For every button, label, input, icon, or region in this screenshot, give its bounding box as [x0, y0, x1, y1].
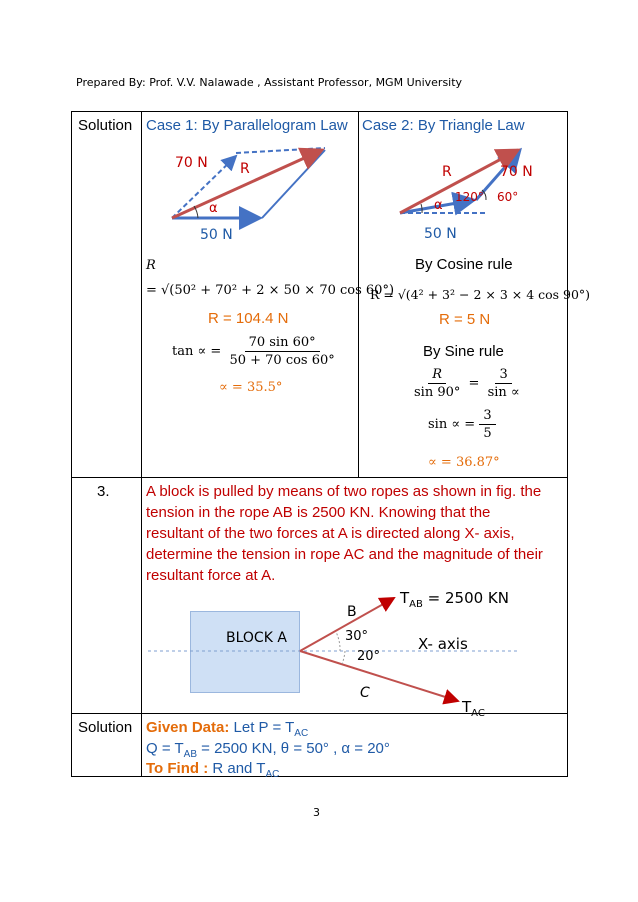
case2-sin-num: 3	[479, 408, 495, 425]
case2-sine-r-den: sin ∝	[487, 385, 520, 400]
case1-eq-r-lhs: R	[146, 258, 156, 273]
to-find-line: To Find : R and $T_{AC}$	[146, 760, 280, 780]
case2-sin-den: 5	[483, 426, 492, 441]
row3-label: Solution	[78, 719, 133, 736]
case1-force-a: 70 N	[175, 155, 208, 171]
case2-force-a: 70 N	[500, 164, 533, 180]
case2-sin-lhs: sin ∝ =	[428, 417, 476, 432]
page-header: Prepared By: Prof. V.V. Nalawade , Assistant Professor, MGM University	[76, 76, 463, 89]
case2-alpha: α	[434, 198, 443, 213]
case1-eq-r-rhs: = √(50² + 70² + 2 × 50 × 70 cos 60°)	[146, 283, 395, 298]
tab-label: $T_{AB} = 2500$ KN	[400, 589, 509, 610]
case1-tan-den: 50 + 70 cos 60°	[229, 353, 335, 368]
given-data-line: Given Data: Let $P = T_{AC}$	[146, 719, 309, 739]
angle-20-label: 20°	[357, 649, 381, 664]
case2-resultant-label: R	[442, 164, 452, 180]
case1-force-b: 50 N	[200, 227, 233, 243]
row1-label: Solution	[78, 117, 133, 134]
problem-line: determine the tension in rope AC and the magnitude of their	[146, 546, 543, 563]
case2-result-alpha: ∝ = 36.87°	[428, 455, 500, 470]
case1-result-alpha: ∝ = 35.5°	[219, 380, 283, 395]
given-values-line: $Q = T_{AB} = 2500$ KN, θ = 50° , α = 20°	[146, 740, 390, 760]
case2-result-r: R = 5 N	[439, 311, 491, 328]
point-b-label: B	[347, 604, 357, 620]
point-c-label: C	[360, 685, 370, 701]
case2-sine-equation: $\frac{R}{\sin 90^\circ}$ = $\frac{3}{\sin \propto}$	[410, 367, 524, 400]
case2-sine-l-den: sin 90°	[414, 385, 461, 400]
case2-angle-b: 60°	[497, 190, 519, 204]
x-axis-label: X- axis	[418, 635, 468, 653]
case2-angle-a: 120°	[455, 190, 484, 204]
case1-tan-lhs: tan ∝ =	[172, 344, 222, 359]
case1-tan-num: 70 sin 60°	[245, 335, 320, 352]
problem-line: A block is pulled by means of two ropes as shown in fig. the	[146, 483, 542, 500]
problem-number: 3.	[97, 483, 110, 500]
case1-angle: α	[209, 201, 218, 216]
case2-cosine-eq: R = √(4² + 3² − 2 × 3 × 4 cos 90°)	[370, 287, 591, 302]
tac-label: $T_{AC}$	[462, 698, 485, 719]
case2-cosine-title: By Cosine rule	[415, 256, 513, 273]
case2-sine-title: By Sine rule	[423, 343, 504, 360]
case1-resultant-label: R	[240, 161, 250, 177]
angle-30-label: 30°	[345, 629, 369, 644]
problem-line: resultant of the two forces at A is directed along X- axis,	[146, 525, 515, 542]
case2-force-b: 50 N	[424, 226, 457, 242]
block-label: BLOCK A	[226, 630, 287, 646]
page-number: 3	[313, 806, 320, 819]
case1-title: Case 1: By Parallelogram Law	[146, 117, 348, 134]
case2-title: Case 2: By Triangle Law	[362, 117, 525, 134]
problem-line: tension in the rope AB is 2500 KN. Knowing that the	[146, 504, 491, 521]
problem-line: resultant force at A.	[146, 567, 276, 584]
case2-sine-r-num: 3	[495, 367, 511, 384]
case1-result-r: R = 104.4 N	[208, 310, 289, 327]
case2-sine-l-num: R	[428, 367, 446, 384]
